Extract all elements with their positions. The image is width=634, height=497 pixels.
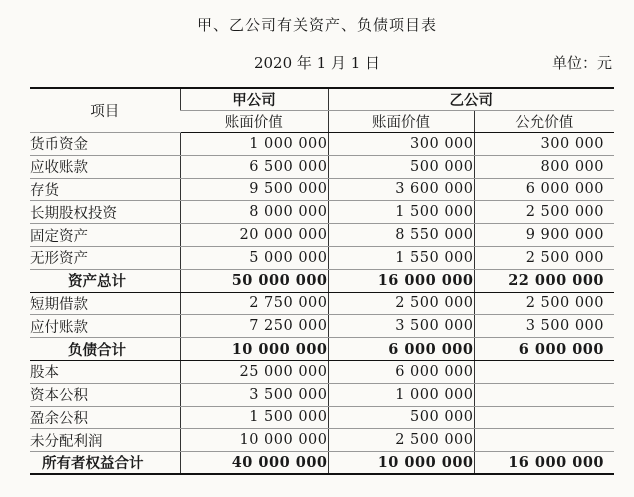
company-b-book-value: 3 500 000 xyxy=(328,315,474,338)
row-label: 短期借款 xyxy=(30,292,180,315)
company-b-book-value: 1 500 000 xyxy=(328,201,474,224)
company-b-fair-value: 6 000 000 xyxy=(474,338,614,361)
company-b-fair-value: 300 000 xyxy=(474,133,614,156)
company-b-book-value: 300 000 xyxy=(328,133,474,156)
company-b-book-value: 10 000 000 xyxy=(328,452,474,475)
company-b-fair-value-header: 公允价值 xyxy=(474,111,614,133)
company-a-book-value: 8 000 000 xyxy=(180,201,328,224)
row-label: 长期股权投资 xyxy=(30,201,180,224)
company-a-book-value: 6 500 000 xyxy=(180,155,328,178)
company-a-book-value: 20 000 000 xyxy=(180,224,328,247)
company-b-fair-value xyxy=(474,429,614,452)
row-label: 资本公积 xyxy=(30,383,180,406)
company-b-book-value: 1 000 000 xyxy=(328,383,474,406)
unit-label: 单位：元 xyxy=(551,54,612,72)
company-b-fair-value: 2 500 000 xyxy=(474,292,614,315)
total-row xyxy=(30,338,614,361)
table-date: 2020 年 1 月 1 日 xyxy=(253,54,381,72)
company-b-fair-value: 2 500 000 xyxy=(474,246,614,269)
row-label: 固定资产 xyxy=(30,224,180,247)
row-label: 盈余公积 xyxy=(30,406,180,429)
company-b-book-value: 1 550 000 xyxy=(328,246,474,269)
table-row xyxy=(30,155,614,178)
company-a-book-value: 40 000 000 xyxy=(180,452,328,475)
total-label: 资产总计 xyxy=(30,269,180,292)
company-a-header: 甲公司 xyxy=(180,88,328,111)
table-row xyxy=(30,201,614,224)
company-b-book-value: 2 500 000 xyxy=(328,292,474,315)
company-b-book-value: 500 000 xyxy=(328,155,474,178)
company-b-fair-value xyxy=(474,360,614,383)
table-row xyxy=(30,406,614,429)
company-a-book-value: 1 000 000 xyxy=(180,133,328,156)
company-a-book-value: 5 000 000 xyxy=(180,246,328,269)
total-label: 所有者权益合计 xyxy=(30,452,180,475)
row-label: 应付账款 xyxy=(30,315,180,338)
company-a-book-value: 1 500 000 xyxy=(180,406,328,429)
row-label: 应收账款 xyxy=(30,155,180,178)
company-b-book-value: 16 000 000 xyxy=(328,269,474,292)
balance-table xyxy=(30,87,614,475)
table-row xyxy=(30,133,614,156)
table-row xyxy=(30,315,614,338)
company-b-fair-value: 800 000 xyxy=(474,155,614,178)
company-a-book-value: 10 000 000 xyxy=(180,338,328,361)
table-row xyxy=(30,383,614,406)
company-b-book-value: 6 000 000 xyxy=(328,338,474,361)
row-label: 无形资产 xyxy=(30,246,180,269)
company-b-fair-value: 16 000 000 xyxy=(474,452,614,475)
table-title: 甲、乙公司有关资产、负债项目表 xyxy=(196,16,437,34)
company-b-fair-value: 6 000 000 xyxy=(474,178,614,201)
company-b-book-value: 6 000 000 xyxy=(328,360,474,383)
table-row xyxy=(30,360,614,383)
total-row xyxy=(30,452,614,475)
row-label: 未分配利润 xyxy=(30,429,180,452)
table-row xyxy=(30,224,614,247)
company-a-book-value-header: 账面价值 xyxy=(180,111,328,133)
company-b-book-value: 2 500 000 xyxy=(328,429,474,452)
row-label: 股本 xyxy=(30,360,180,383)
company-b-header: 乙公司 xyxy=(328,88,614,111)
company-a-book-value: 7 250 000 xyxy=(180,315,328,338)
company-b-book-value: 8 550 000 xyxy=(328,224,474,247)
company-b-fair-value xyxy=(474,383,614,406)
company-b-fair-value: 2 500 000 xyxy=(474,201,614,224)
table-row xyxy=(30,246,614,269)
company-a-book-value: 25 000 000 xyxy=(180,360,328,383)
table-row xyxy=(30,292,614,315)
row-label: 存货 xyxy=(30,178,180,201)
company-b-book-value: 3 600 000 xyxy=(328,178,474,201)
company-a-book-value: 9 500 000 xyxy=(180,178,328,201)
table-row xyxy=(30,178,614,201)
company-b-fair-value xyxy=(474,406,614,429)
company-a-book-value: 3 500 000 xyxy=(180,383,328,406)
total-label: 负债合计 xyxy=(30,338,180,361)
company-b-fair-value: 3 500 000 xyxy=(474,315,614,338)
item-column-header: 项目 xyxy=(30,88,180,133)
company-b-book-value: 500 000 xyxy=(328,406,474,429)
company-b-book-value-header: 账面价值 xyxy=(328,111,474,133)
total-row xyxy=(30,269,614,292)
company-a-book-value: 50 000 000 xyxy=(180,269,328,292)
company-a-book-value: 2 750 000 xyxy=(180,292,328,315)
row-label: 货币资金 xyxy=(30,133,180,156)
company-a-book-value: 10 000 000 xyxy=(180,429,328,452)
company-b-fair-value: 9 900 000 xyxy=(474,224,614,247)
table-row xyxy=(30,429,614,452)
company-b-fair-value: 22 000 000 xyxy=(474,269,614,292)
